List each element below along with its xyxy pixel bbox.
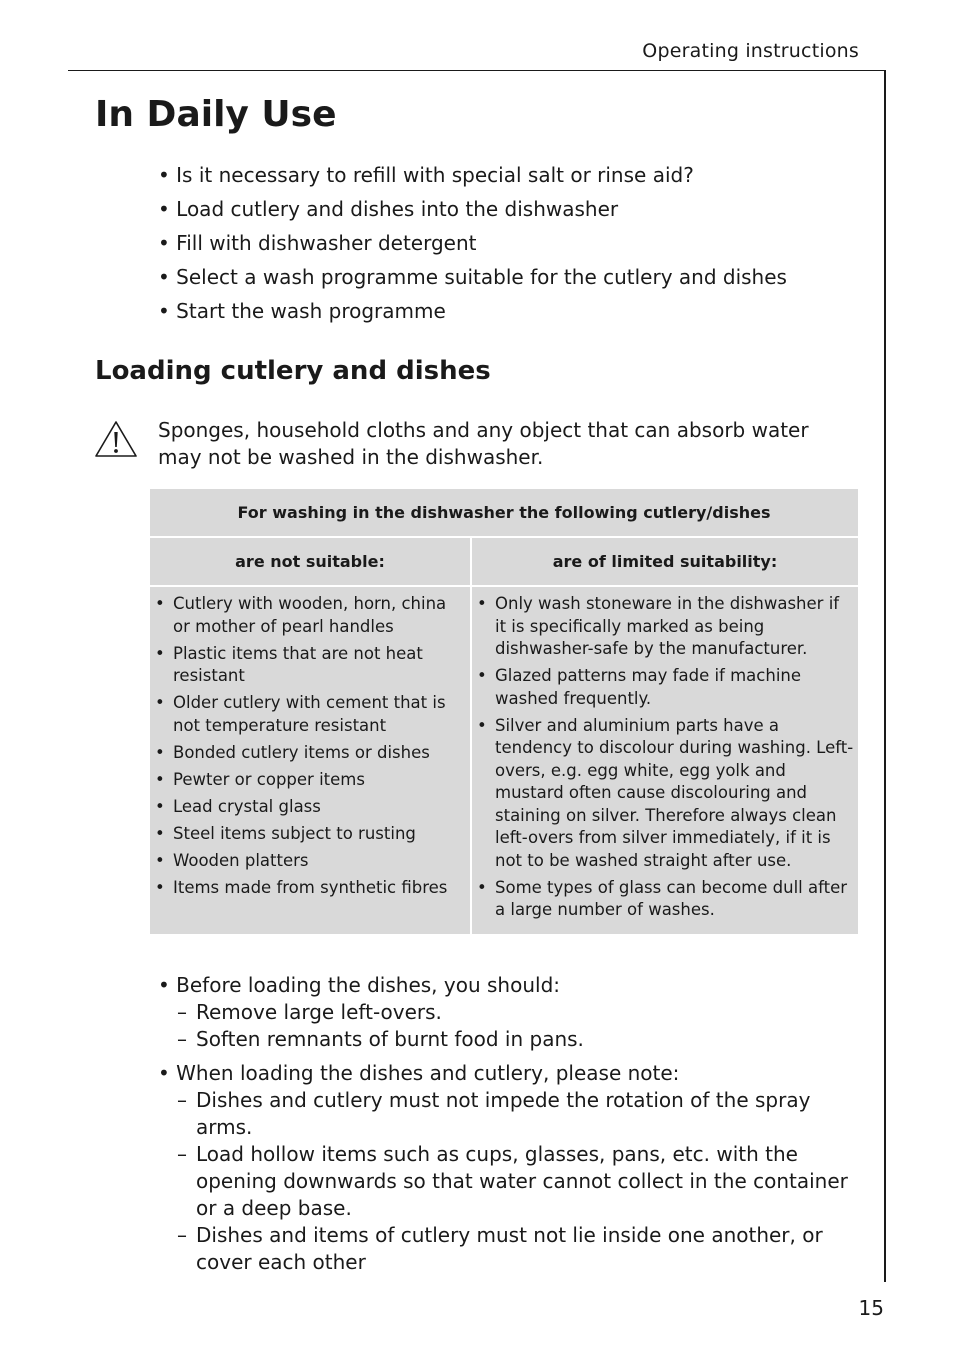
limited-suitability-heading: are of limited suitability: (472, 538, 858, 587)
note-intro: • When loading the dishes and cutlery, please note: (158, 1060, 858, 1087)
limited-suitability-list (472, 587, 858, 934)
list-item: • Bonded cutlery items or dishes (173, 742, 466, 765)
list-item: • Steel items subject to rusting (173, 823, 466, 846)
list-item: • Only wash stoneware in the dishwasher if it is specifically marked as being dishwasher-safe by the manufacturer. (495, 593, 854, 661)
intro-steps-list (158, 160, 787, 330)
running-header: Operating instructions (642, 40, 859, 62)
list-item: • Cutlery with wooden, horn, china or mother of pearl handles (173, 593, 466, 638)
note-intro: • Before loading the dishes, you should: (158, 972, 858, 999)
intro-step: • Fill with dishwasher detergent (158, 228, 787, 262)
note-sub-list (158, 1087, 858, 1276)
list-item: • Lead crystal glass (173, 796, 466, 819)
warning-triangle-icon (94, 420, 138, 458)
not-suitable-heading: are not suitable: (150, 538, 470, 587)
note-sub-item: – Load hollow items such as cups, glasses, pans, etc. with the opening downwards so that water cannot collect in the container or a deep base. (177, 1141, 858, 1222)
intro-step: • Is it necessary to refill with special salt or rinse aid? (158, 160, 787, 194)
note-sub-item: – Dishes and cutlery must not impede the rotation of the spray arms. (177, 1087, 858, 1141)
header-rule (68, 70, 886, 71)
intro-step: • Start the wash programme (158, 296, 787, 330)
list-item: • Some types of glass can become dull after a large number of washes. (495, 877, 854, 922)
note-sub-item: – Soften remnants of burnt food in pans. (177, 1026, 858, 1053)
list-item: • Pewter or copper items (173, 769, 466, 792)
list-item: • Glazed patterns may fade if machine washed frequently. (495, 665, 854, 710)
limited-suitability-column (472, 538, 858, 934)
page-number: 15 (858, 1296, 884, 1320)
note-before-loading (158, 972, 858, 1053)
intro-step: • Load cutlery and dishes into the dishwasher (158, 194, 787, 228)
list-item: • Older cutlery with cement that is not temperature resistant (173, 692, 466, 737)
note-when-loading (158, 1060, 858, 1276)
warning-text: Sponges, household cloths and any object that can absorb water may not be washed in the dishwasher. (158, 418, 809, 469)
not-suitable-column (150, 538, 472, 934)
not-suitable-list (150, 587, 470, 912)
section-title: Loading cutlery and dishes (95, 356, 491, 386)
list-item: • Silver and aluminium parts have a tendency to discolour during washing. Left-overs, e.g. egg white, egg yolk and mustard often cause discolouring and staining on silver. Therefore always clean left-overs from silver immediately, if it is not to be washed straight after use. (495, 715, 854, 873)
note-sub-item: – Remove large left-overs. (177, 999, 858, 1026)
note-sub-list (158, 999, 858, 1053)
side-rule (884, 70, 886, 1282)
table-header: For washing in the dishwasher the following cutlery/dishes (150, 489, 858, 538)
suitability-table (150, 489, 858, 934)
page-title: In Daily Use (95, 94, 337, 135)
note-sub-item: – Dishes and items of cutlery must not lie inside one another, or cover each other (177, 1222, 858, 1276)
list-item: • Items made from synthetic fibres (173, 877, 466, 900)
list-item: • Wooden platters (173, 850, 466, 873)
list-item: • Plastic items that are not heat resistant (173, 643, 466, 688)
intro-step: • Select a wash programme suitable for the cutlery and dishes (158, 262, 787, 296)
loading-notes (158, 972, 858, 1283)
